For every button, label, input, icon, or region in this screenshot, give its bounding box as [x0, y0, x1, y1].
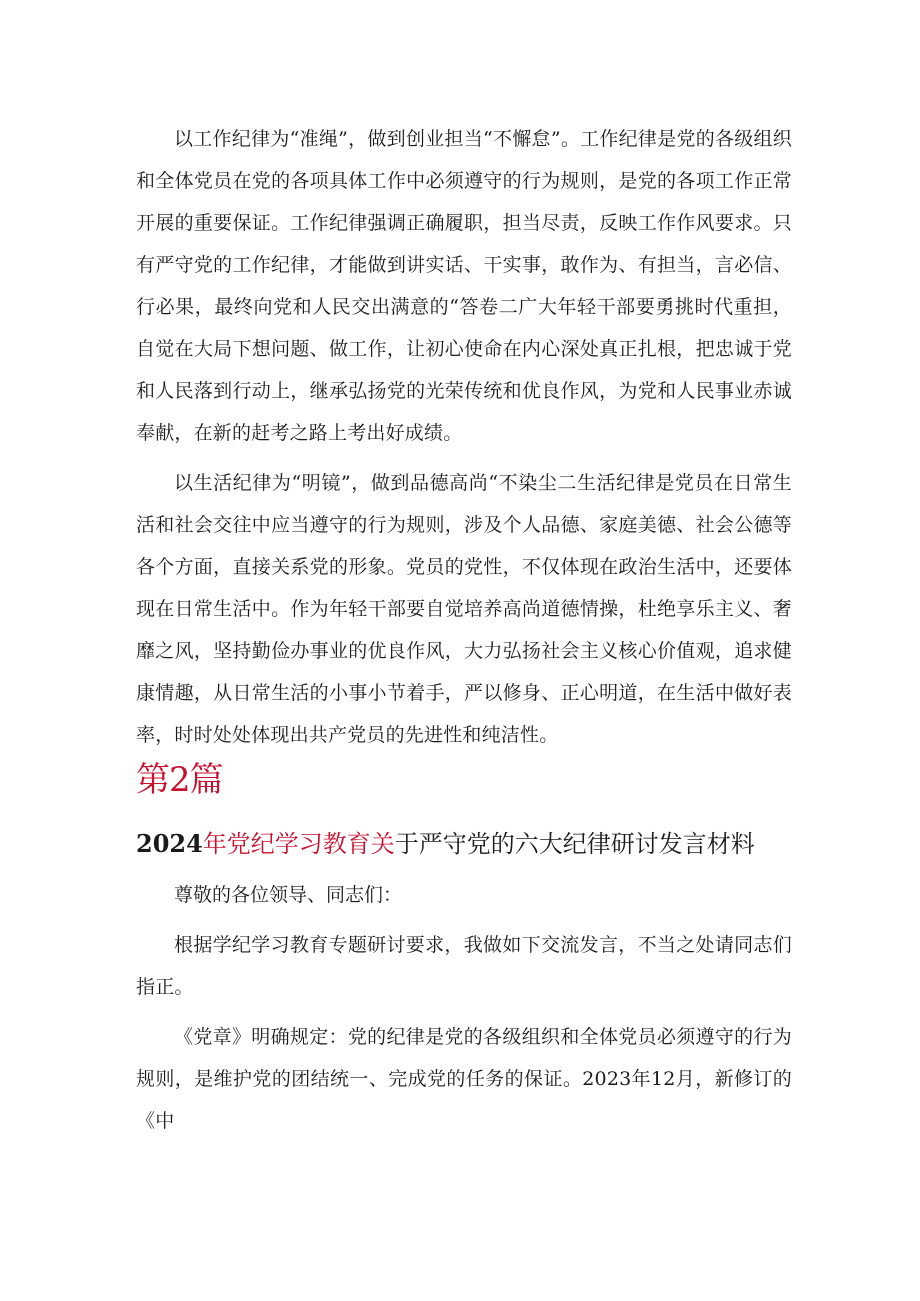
paragraph-life-discipline: 以生活纪律为“明镜”，做到品德高尚“不染尘二生活纪律是党员在日常生活和社会交往中应当遵守的行为规则，涉及个人品德、家庭美德、社会公德等各个方面，直接关系党的形象。党员的党性，不仅体现在政治生活中，还要体现在日常生活中。作为年轻干部要自觉培养高尚道德情操，杜绝享乐主义、奢靡之风，坚持勤俭办事业的优良作风，大力弘扬社会主义核心价值观，追求健康情趣，从日常生活的小事小节着手，严以修身、正心明道，在生活中做好表率，时时处处体现出共产党员的先进性和纯洁性。: [136, 472, 792, 746]
document-title-black: 于严守党的六大纪律研讨发言材料: [394, 830, 755, 858]
paragraph-party-constitution: 《党章》明确规定：党的纪律是党的各级组织和全体党员必须遵守的行为规则，是维护党的团结统一、完成党的任务的保证。2023年12月，新修订的《中: [136, 1026, 792, 1132]
salutation: 尊敬的各位领导、同志们：: [174, 884, 403, 906]
paragraph-intro: 根据学纪学习教育专题研讨要求，我做如下交流发言，不当之处请同志们指正。: [136, 934, 792, 998]
document-title-red: 年党纪学习教育关: [202, 830, 395, 858]
document-page: [136, 118, 792, 1142]
section-title: 第2篇: [136, 760, 223, 800]
document-title-year: 2024: [136, 829, 203, 858]
document-title: [136, 824, 792, 864]
paragraph-work-discipline: 以工作纪律为“准绳”，做到创业担当“不懈怠”。工作纪律是党的各级组织和全体党员在党的各项具体工作中必须遵守的行为规则，是党的各项工作正常开展的重要保证。工作纪律强调正确履职，担当尽责，反映工作作风要求。只有严守党的工作纪律，才能做到讲实话、干实事，敢作为、有担当，言必信、行必果，最终向党和人民交出满意的“答卷二广大年轻干部要勇挑时代重担，自觉在大局下想问题、做工作，让初心使命在内心深处真正扎根，把忠诚于党和人民落到行动上，继承弘扬党的光荣传统和优良作风，为党和人民事业赤诚奉献，在新的赶考之路上考出好成绩。: [136, 128, 792, 444]
